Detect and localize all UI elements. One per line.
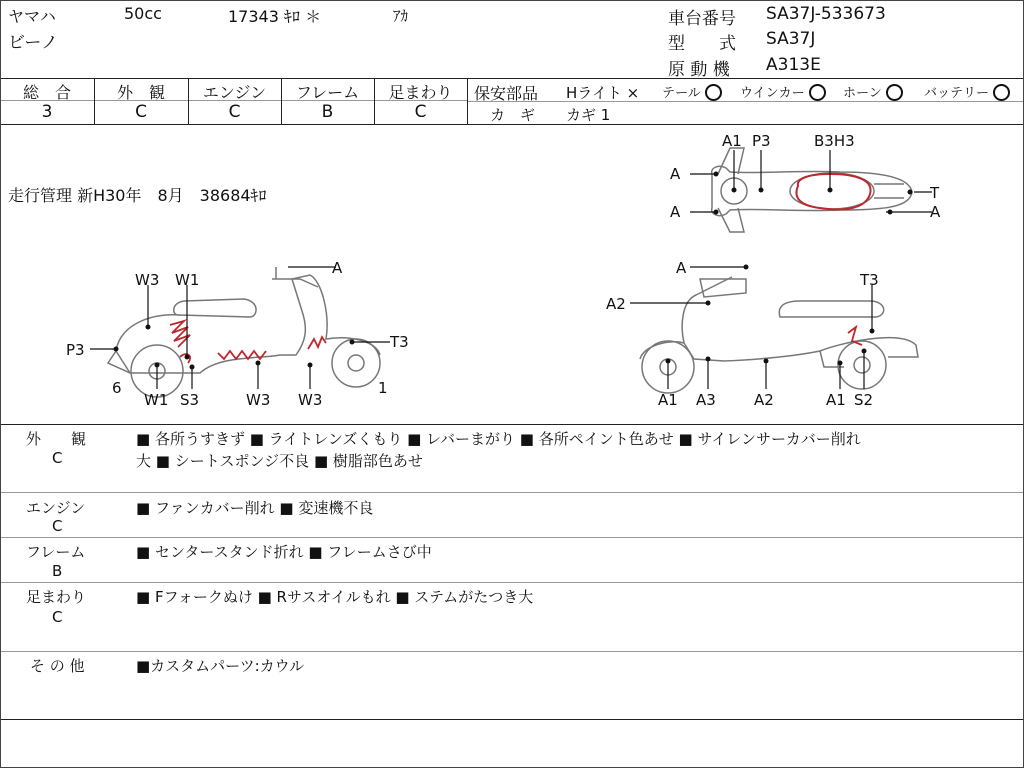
suspension-grade: C	[414, 102, 427, 122]
remark-label-suspension: 足まわり	[26, 588, 87, 606]
damage-label: T	[930, 184, 940, 202]
frame-grade: B	[321, 102, 334, 122]
winker-status	[740, 82, 826, 102]
scooter-right-side-diagram	[600, 255, 930, 415]
damage-label: W1	[144, 391, 169, 409]
suspension-label: 足まわり	[388, 83, 453, 102]
damage-label: P3	[66, 341, 85, 359]
damage-label: W1	[175, 271, 200, 289]
divider	[0, 537, 1024, 538]
frame-label: フレーム	[295, 83, 360, 102]
damage-label: P3	[752, 132, 771, 150]
key-count: カギ 1	[566, 106, 611, 124]
tail-label: テール	[662, 86, 701, 101]
remark-label-engine: エンジン	[26, 499, 86, 517]
damage-label: A	[930, 203, 941, 221]
ok-circle-icon	[886, 84, 903, 101]
horn-label: ホーン	[843, 86, 882, 101]
headlight-status: Hライト ×	[566, 84, 640, 102]
divider	[0, 719, 1024, 720]
damage-label: 1	[378, 379, 388, 397]
frame-number: SA37J-533673	[766, 4, 886, 24]
ok-circle-icon	[809, 84, 826, 101]
winker-label: ウインカー	[740, 86, 805, 101]
divider	[0, 582, 1024, 583]
damage-label: 6	[112, 379, 122, 397]
divider	[467, 78, 468, 124]
divider	[0, 78, 1024, 79]
damage-label: S3	[180, 391, 200, 409]
mileage: 17343 ｷﾛ ＊	[228, 7, 322, 26]
divider	[0, 424, 1024, 425]
scooter-left-side-diagram	[60, 255, 430, 415]
exterior-grade: C	[135, 102, 147, 122]
type-value: SA37J	[766, 29, 816, 49]
model-name: ビーノ	[8, 33, 58, 53]
engine-label: エンジン	[202, 83, 267, 102]
damage-label: A	[670, 203, 681, 221]
divider	[0, 651, 1024, 652]
damage-label: A	[670, 165, 681, 183]
ok-circle-icon	[993, 84, 1010, 101]
damage-label: A1	[826, 391, 846, 409]
key-label: カ ギ	[490, 106, 536, 124]
damage-label: A2	[606, 295, 626, 313]
remark-text-exterior-2: 大 ■ シートスポンジ不良 ■ 樹脂部色あせ	[136, 452, 423, 470]
damage-label: A1	[722, 132, 742, 150]
frame-number-label: 車台番号	[668, 9, 736, 29]
remark-text-engine: ■ ファンカバー削れ ■ 変速機不良	[136, 499, 374, 517]
damage-label: W3	[135, 271, 160, 289]
maker: ヤマハ	[8, 7, 56, 26]
battery-label: バッテリー	[924, 86, 990, 101]
remark-text-frame: ■ センタースタンド折れ ■ フレームさび中	[136, 543, 432, 561]
ok-circle-icon	[705, 84, 722, 101]
engine-model-label: 原 動 機	[668, 60, 730, 80]
remark-label-frame: フレーム	[26, 543, 86, 561]
battery-status	[924, 82, 1010, 102]
overall-grade: 3	[41, 102, 53, 122]
scooter-top-view-diagram	[660, 128, 960, 240]
overall-label: 総 合	[22, 83, 71, 102]
horn-status	[843, 82, 903, 102]
remark-grade-frame: B	[52, 562, 63, 580]
remark-text-other: ■カスタムパーツ:カウル	[136, 657, 305, 675]
remark-text-suspension: ■ Fフォークぬけ ■ Rサスオイルもれ ■ ステムがたつき大	[136, 588, 534, 606]
damage-label: S2	[854, 391, 874, 409]
displacement: 50cc	[124, 4, 162, 23]
remark-grade-engine: C	[52, 517, 63, 535]
remark-grade-suspension: C	[52, 608, 63, 626]
damage-label: T3	[390, 333, 409, 351]
remark-text-exterior: ■ 各所うすきず ■ ライトレンズくもり ■ レバーまがり ■ 各所ペイント色あせ ■ サイレンサーカバー削れ	[136, 430, 861, 448]
engine-grade: C	[228, 102, 241, 122]
tail-status	[662, 82, 722, 102]
damage-label: W3	[246, 391, 271, 409]
damage-label: A2	[754, 391, 774, 409]
type-label: 型 式	[668, 34, 736, 54]
damage-label: A1	[658, 391, 678, 409]
damage-label: A	[676, 259, 687, 277]
exterior-label: 外 観	[116, 83, 165, 102]
damage-label: T3	[860, 271, 879, 289]
remark-label-other: そ の 他	[30, 657, 85, 675]
remark-grade-exterior: C	[52, 449, 63, 467]
damage-label: A3	[696, 391, 716, 409]
safety-parts-label: 保安部品	[474, 84, 539, 103]
color: ｱｶ	[393, 7, 409, 25]
damage-label: W3	[298, 391, 323, 409]
damage-label: A	[332, 259, 343, 277]
damage-label: B3H3	[814, 132, 855, 150]
engine-model: A313E	[766, 55, 821, 75]
divider	[0, 492, 1024, 493]
running-record: 走行管理 新H30年 8月 38684ｷﾛ	[8, 186, 267, 205]
remark-label-exterior: 外 観	[26, 430, 87, 448]
